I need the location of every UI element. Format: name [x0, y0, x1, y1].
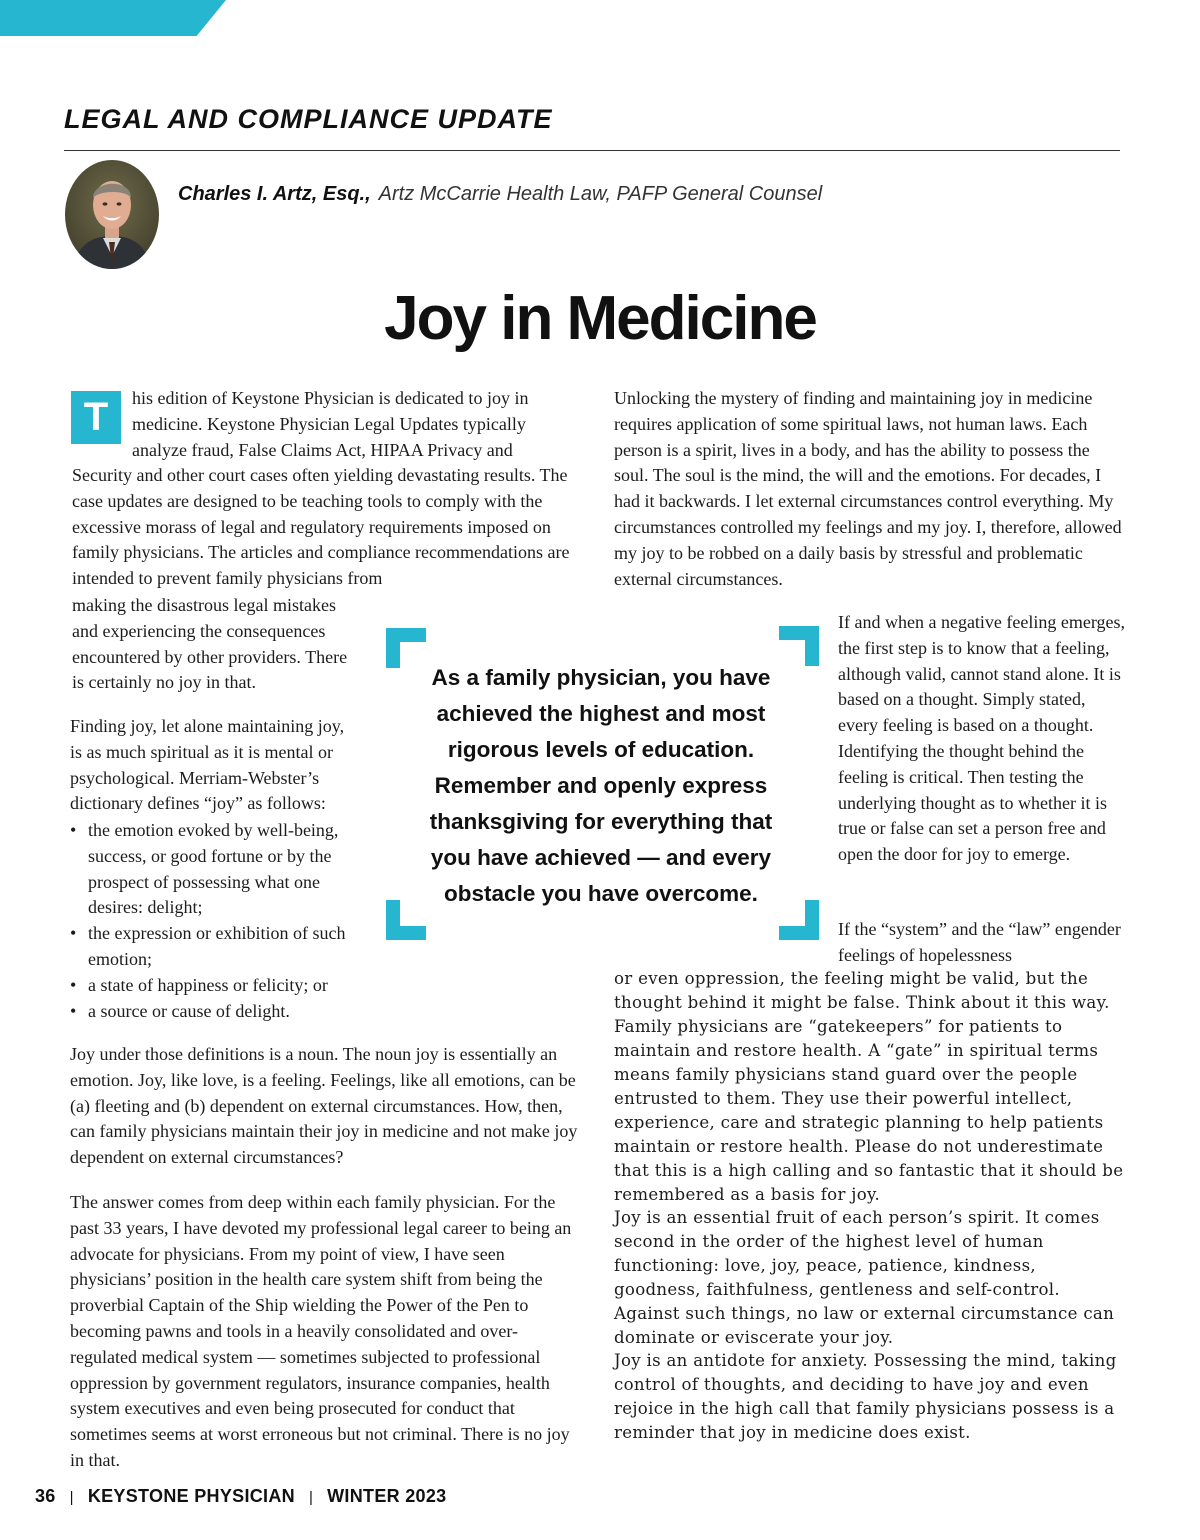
article-title: Joy in Medicine [384, 284, 816, 353]
system-law-paragraph-start: If the “system” and the “law” engender feelings of hopelessness [838, 919, 1121, 965]
definition-intro-paragraph: Finding joy, let alone maintaining joy, is as much spiritual as it is mental or psychological. Merriam-Webster’s dictionary defines “joy” as follows: [70, 716, 345, 814]
issue-label: WINTER 2023 [327, 1486, 447, 1506]
page-footer [35, 1486, 446, 1507]
list-item: • the expression or exhibition of such emotion; [70, 921, 360, 973]
author-name: Charles I. Artz, Esq., [178, 183, 371, 205]
quote-bracket-top-right [779, 626, 819, 666]
section-divider [64, 150, 1120, 151]
author-photo [65, 160, 159, 269]
drop-cap: T [71, 391, 121, 444]
gatekeepers-paragraph: or even oppression, the feeling might be valid, but the thought behind it might be false. Think about it this way. Family physicians are “gatekeepers” for patients to maintain and restore health. A “gate” in spiritual terms means family physicians stand guard over the people entrusted to them. They use their powerful intellect, experience, care and strategic planning to help patients maintain or restore health. Please do not underestimate that this is a high calling and so fantastic that it should be remembered as a basis for joy. [614, 969, 1124, 1204]
quote-bracket-bottom-right [779, 900, 819, 940]
header-accent-tab [0, 0, 226, 36]
pull-quote: As a family physician, you have achieved the highest and most rigorous levels of education. Remember and openly express thanksgiving for everything that you have achieved — and every obstacle you have overcome. [429, 665, 773, 906]
author-affiliation: Artz McCarrie Health Law, PAFP General Counsel [378, 183, 823, 205]
list-item: • a source or cause of delight. [70, 999, 360, 1025]
fruit-of-spirit-paragraph: Joy is an essential fruit of each person’s spirit. It comes second in the order of the highest level of human functioning: love, joy, peace, patience, kindness, goodness, faithfulness, gentleness and self-control. Against such things, no law or external circumstance can dominate or eviscerate your joy. [614, 1208, 1115, 1347]
list-item: • a state of happiness or felicity; or [70, 973, 360, 999]
footer-separator: | [69, 1489, 74, 1506]
joy-definitions-list [70, 818, 360, 1024]
page-number: 36 [35, 1486, 56, 1506]
noun-joy-paragraph: Joy under those definitions is a noun. The noun joy is essentially an emotion. Joy, like love, is a feeling. Feelings, like all emotions, can be (a) fleeting and (b) dependent on external circumstances. How, then, can family physicians maintain their joy in medicine and not make joy dependent on external circumstances? [70, 1044, 578, 1168]
intro-paragraph-middle: Security and other court cases often yielding devastating results. The case updates are designed to be teaching tools to comply with the excessive morass of legal and regulatory requirements imposed on family physicians. The articles and compliance recommendations are intended to prevent family physicians from [72, 465, 570, 589]
antidote-paragraph: Joy is an antidote for anxiety. Possessing the mind, taking control of thoughts, and deciding to have joy and even rejoice in the high call that family physicians possess is a reminder that joy in medicine does exist. [614, 1351, 1117, 1442]
section-title: LEGAL AND COMPLIANCE UPDATE [64, 104, 553, 134]
answer-paragraph: The answer comes from deep within each family physician. For the past 33 years, I have devoted my professional legal career to being an advocate for physicians. From my point of view, I have seen physicians’ position in the health care system shift from being the proverbial Captain of the Ship wielding the Power of the Pen to becoming pawns and tools in a heavily consolidated and over-regulated medical system — sometimes subjected to professional oppression by government regulators, insurance companies, health system executives and even being prosecuted for conduct that sometimes seems at worst erroneous but not criminal. There is no joy in that. [70, 1192, 572, 1470]
publication-name: KEYSTONE PHYSICIAN [87, 1486, 295, 1506]
negative-feeling-paragraph: If and when a negative feeling emerges, the first step is to know that a feeling, although valid, cannot stand alone. It is based on a thought. Simply stated, every feeling is based on a thought. Identifying the thought behind the feeling is critical. Then testing the underlying thought as to whether it is true or false can set a person free and open the door for joy to emerge. [838, 612, 1126, 865]
intro-paragraph-start: his edition of Keystone Physician is dedicated to joy in medicine. Keystone Physician Legal Updates typically analyze fraud, False Claims Act, HIPAA Privacy and [132, 388, 529, 460]
spiritual-laws-paragraph: Unlocking the mystery of finding and maintaining joy in medicine requires application of some spiritual laws, not human laws. Each person is a spirit, lives in a body, and has the ability to possess the soul. The soul is the mind, the will and the emotions. For decades, I had it backwards. I let external circumstances control everything. My circumstances controlled my feelings and my joy. I, therefore, allowed my joy to be robbed on a daily basis by stressful and problematic external circumstances. [614, 388, 1122, 589]
byline [178, 183, 822, 206]
intro-paragraph-end: making the disastrous legal mistakes and experiencing the consequences encountered by other providers. There is certainly no joy in that. [72, 595, 348, 693]
list-item: • the emotion evoked by well-being, success, or good fortune or by the prospect of possessing what one desires: delight; [70, 818, 360, 921]
footer-separator: | [308, 1489, 314, 1506]
